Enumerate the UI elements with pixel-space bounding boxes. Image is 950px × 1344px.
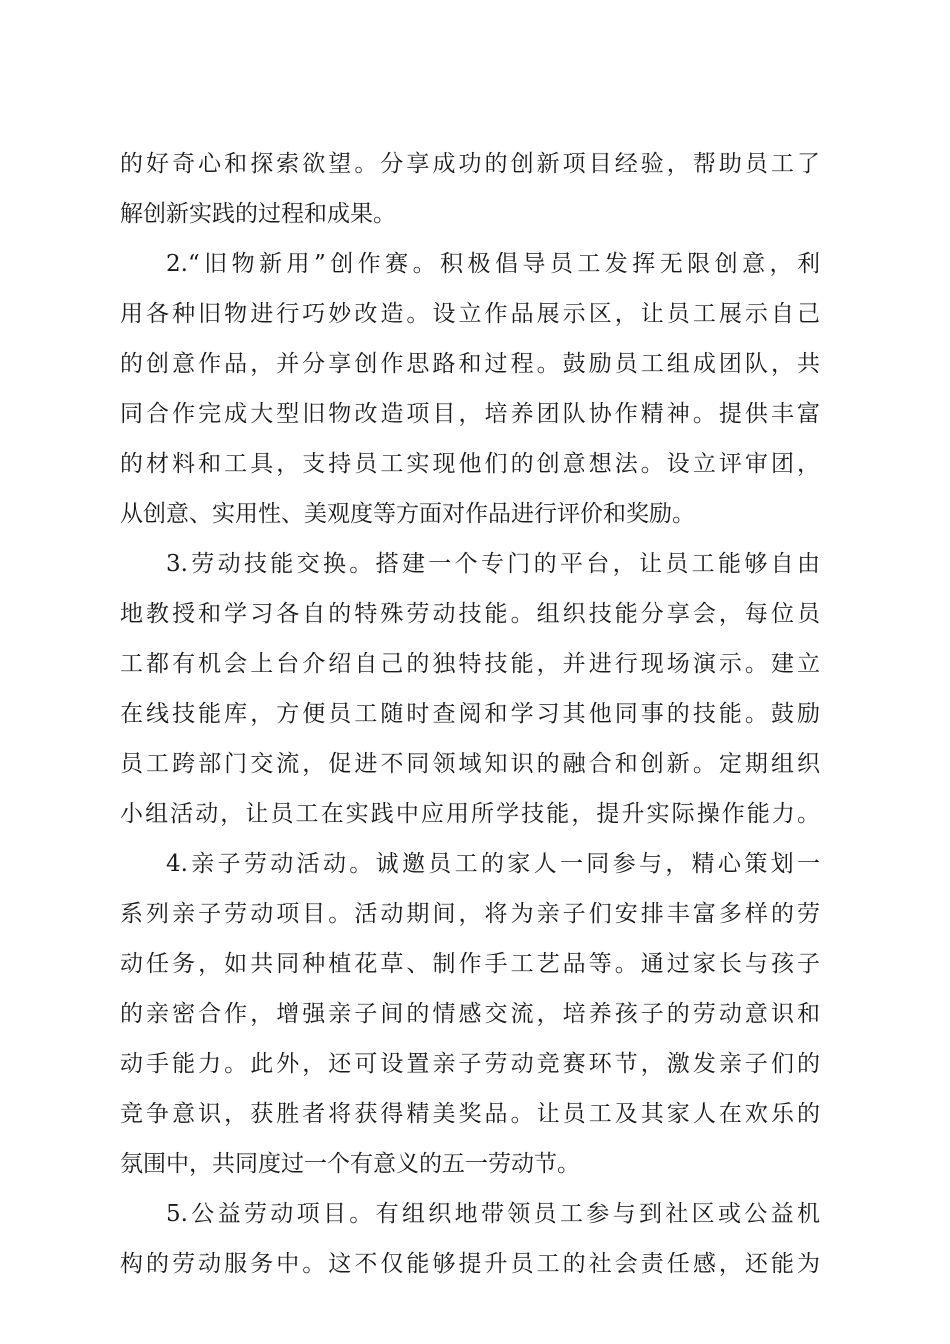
paragraph-line: 构的劳动服务中。这不仅能够提升员工的社会责任感，还能为	[120, 1251, 820, 1277]
paragraph-line: 氛围中，共同度过一个有意义的五一劳动节。	[120, 1151, 580, 1177]
paragraph-line: 竞争意识，获胜者将获得精美奖品。让员工及其家人在欢乐的	[120, 1101, 820, 1127]
paragraph-line: 的材料和工具，支持员工实现他们的创意想法。设立评审团，	[120, 451, 820, 477]
paragraph-line: 用各种旧物进行巧妙改造。设立作品展示区，让员工展示自己	[120, 301, 820, 327]
paragraph-line: 同合作完成大型旧物改造项目，培养团队协作精神。提供丰富	[120, 401, 820, 427]
paragraph-line: 动手能力。此外，还可设置亲子劳动竞赛环节，激发亲子们的	[120, 1051, 820, 1077]
paragraph-line: 的好奇心和探索欲望。分享成功的创新项目经验，帮助员工了	[120, 151, 820, 177]
paragraph-line: 4.亲子劳动活动。诚邀员工的家人一同参与，精心策划一	[166, 851, 820, 877]
paragraph-line: 解创新实践的过程和成果。	[120, 201, 396, 227]
paragraph-line: 动任务，如共同种植花草、制作手工艺品等。通过家长与孩子	[120, 951, 820, 977]
paragraph-line: 系列亲子劳动项目。活动期间，将为亲子们安排丰富多样的劳	[120, 901, 820, 927]
paragraph-line: 小组活动，让员工在实践中应用所学技能，提升实际操作能力。	[120, 801, 820, 827]
paragraph-line: 员工跨部门交流，促进不同领域知识的融合和创新。定期组织	[120, 751, 820, 777]
paragraph-line: 的亲密合作，增强亲子间的情感交流，培养孩子的劳动意识和	[120, 1001, 820, 1027]
paragraph-line: 的创意作品，并分享创作思路和过程。鼓励员工组成团队，共	[120, 351, 820, 377]
paragraph-line: 2.“旧物新用”创作赛。积极倡导员工发挥无限创意，利	[166, 251, 820, 277]
paragraph-line: 从创意、实用性、美观度等方面对作品进行评价和奖励。	[120, 501, 695, 527]
paragraph-line: 5.公益劳动项目。有组织地带领员工参与到社区或公益机	[166, 1201, 820, 1227]
paragraph-line: 地教授和学习各自的特殊劳动技能。组织技能分享会，每位员	[120, 601, 820, 627]
paragraph-line: 工都有机会上台介绍自己的独特技能，并进行现场演示。建立	[120, 651, 820, 677]
document-body	[120, 139, 820, 1289]
paragraph-line: 在线技能库，方便员工随时查阅和学习其他同事的技能。鼓励	[120, 701, 820, 727]
paragraph-line: 3.劳动技能交换。搭建一个专门的平台，让员工能够自由	[166, 551, 820, 577]
